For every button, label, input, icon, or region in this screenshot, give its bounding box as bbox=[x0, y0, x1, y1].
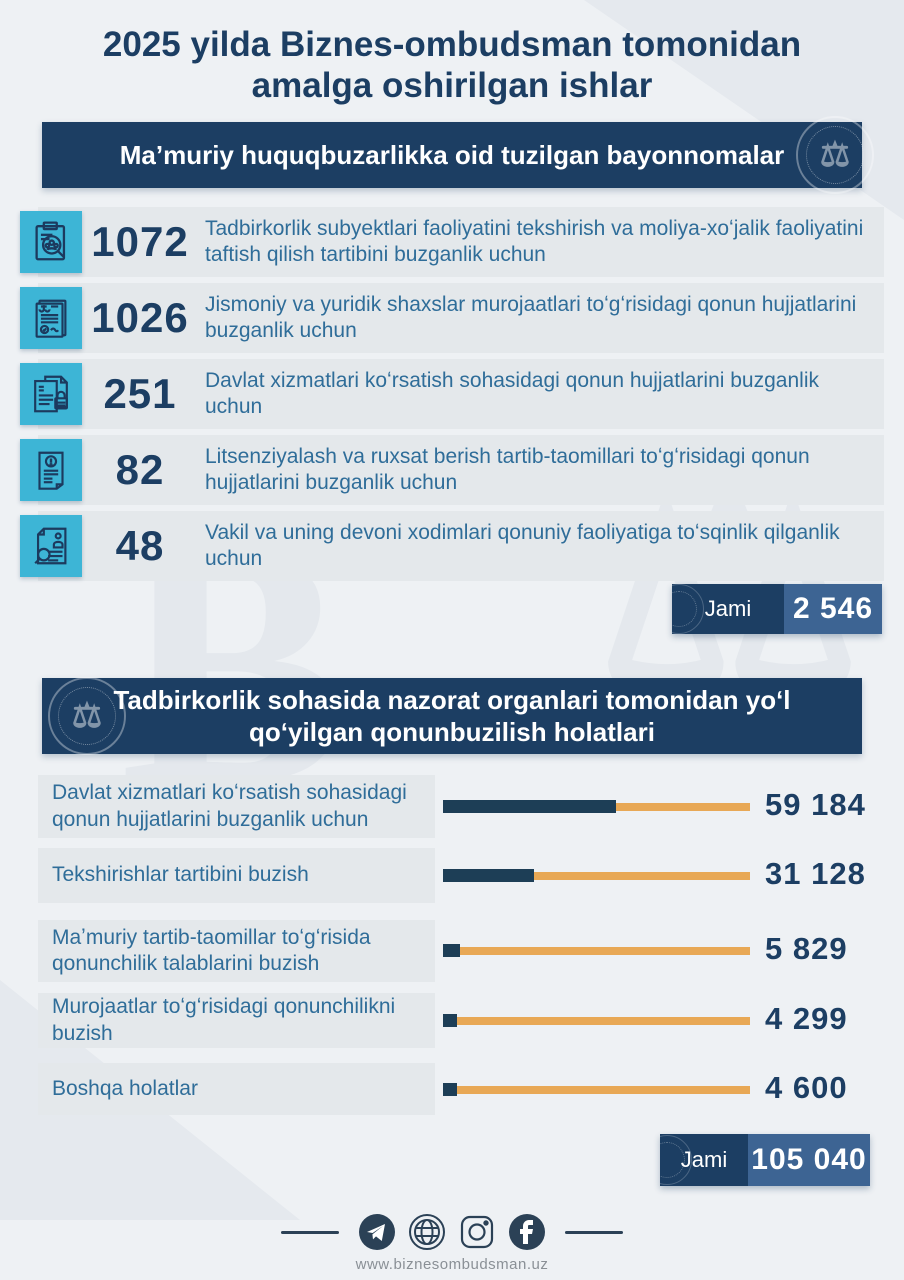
locked-documents-icon bbox=[20, 363, 82, 425]
total-label-box bbox=[660, 1134, 748, 1186]
chart-category-label: Davlat xizmatlari koʻrsatish sohasidagi qonun hujjatlarini buzganlik uchun bbox=[38, 775, 435, 838]
chart-row bbox=[0, 993, 904, 1048]
chart-value: 59 184 bbox=[765, 787, 866, 822]
stat-description: Davlat xizmatlari koʻrsatish sohasidagi qonun hujjatlarini buzganlik uchun bbox=[205, 369, 819, 418]
page-title: 2025 yilda Biznes-ombudsman tomonidan amalga oshirilgan ishlar bbox=[102, 25, 802, 106]
stat-value: 1026 bbox=[91, 294, 189, 341]
bar-remainder-segment bbox=[616, 803, 750, 811]
stat-row bbox=[0, 207, 904, 277]
chart-category-label: Murojaatlar toʻgʻrisidagi qonunchilikni buzish bbox=[38, 993, 435, 1048]
social-icons-row bbox=[273, 1212, 631, 1252]
total-label-box bbox=[672, 584, 784, 634]
stat-row bbox=[0, 283, 904, 353]
section2-banner-label: Tadbirkorlik sohasida nazorat organlari tomonidan yoʻl qoʻyilgan qonunbuzilish holatlari bbox=[113, 684, 791, 747]
bar bbox=[443, 944, 750, 957]
stat-description: Tadbirkorlik subyektlari faoliyatini tekshirish va moliya-xoʻjalik faoliyatini taftish qilish tartibini buzganlik uchun bbox=[205, 217, 864, 266]
stat-value: 82 bbox=[115, 446, 165, 493]
bar bbox=[443, 1083, 750, 1096]
stat-row bbox=[0, 511, 904, 581]
footer bbox=[0, 1212, 904, 1273]
bar bbox=[443, 800, 750, 813]
chart-value: 4 299 bbox=[765, 1001, 848, 1036]
stat-value: 251 bbox=[103, 370, 177, 417]
instagram-icon bbox=[457, 1212, 497, 1252]
stat-description: Jismoniy va yuridik shaxslar murojaatlari toʻgʻrisidagi qonun hujjatlarini buzganlik uchun bbox=[205, 293, 857, 342]
globe-icon bbox=[407, 1212, 447, 1252]
scales-document-icon bbox=[20, 287, 82, 349]
ombudsman-seal-icon: ⚖ bbox=[796, 116, 874, 194]
bar-remainder-segment bbox=[460, 947, 750, 955]
section2-banner bbox=[42, 678, 862, 754]
person-search-document-icon bbox=[20, 515, 82, 577]
section2-total-badge bbox=[660, 1134, 870, 1186]
total-value: 2 546 bbox=[784, 584, 882, 634]
chart-value: 31 128 bbox=[765, 856, 866, 891]
inspection-document-icon bbox=[20, 211, 82, 273]
chart-row bbox=[0, 775, 904, 838]
warning-document-icon bbox=[20, 439, 82, 501]
divider-dash bbox=[565, 1231, 623, 1234]
chart-value: 5 829 bbox=[765, 931, 848, 966]
bar-value-segment bbox=[443, 1014, 457, 1027]
chart-category-label: Boshqa holatlar bbox=[38, 1063, 435, 1115]
facebook-icon bbox=[507, 1212, 547, 1252]
bar bbox=[443, 869, 750, 882]
chart-value: 4 600 bbox=[765, 1070, 848, 1105]
stat-description: Vakil va uning devoni xodimlari qonuniy faoliyatiga toʻsqinlik qilganlik uchun bbox=[205, 521, 840, 570]
total-label: Jami bbox=[680, 1147, 728, 1172]
total-label: Jami bbox=[704, 596, 752, 621]
bar-remainder-segment bbox=[457, 1086, 750, 1094]
section1-banner-label: Ma’muriy huquqbuzarlikka oid tuzilgan bayonnomalar bbox=[119, 139, 785, 170]
section1-banner bbox=[42, 122, 862, 188]
website-url: www.biznesombudsman.uz bbox=[355, 1256, 549, 1273]
mini-seal-icon bbox=[672, 584, 704, 634]
bar-value-segment bbox=[443, 1083, 457, 1096]
mini-seal-icon bbox=[660, 1135, 692, 1185]
bar-remainder-segment bbox=[457, 1017, 750, 1025]
chart-row bbox=[0, 848, 904, 903]
divider-dash bbox=[281, 1231, 339, 1234]
stat-row bbox=[0, 435, 904, 505]
chart-row bbox=[0, 920, 904, 982]
stat-value: 48 bbox=[115, 522, 165, 569]
bar-value-segment bbox=[443, 944, 460, 957]
stat-description: Litsenziyalash va ruxsat berish tartib-taomillari toʻgʻrisidagi qonun hujjatlarini buzganlik uchun bbox=[205, 445, 810, 494]
bar-remainder-segment bbox=[534, 872, 750, 880]
stat-row bbox=[0, 359, 904, 429]
chart-row bbox=[0, 1063, 904, 1115]
telegram-icon bbox=[357, 1212, 397, 1252]
bar bbox=[443, 1014, 750, 1027]
total-value: 105 040 bbox=[748, 1134, 870, 1186]
chart-category-label: Tekshirishlar tartibini buzish bbox=[38, 848, 435, 903]
ombudsman-seal-icon: ⚖ bbox=[48, 677, 126, 755]
bar-value-segment bbox=[443, 800, 616, 813]
bar-value-segment bbox=[443, 869, 534, 882]
section1-total-badge bbox=[672, 584, 882, 634]
stat-value: 1072 bbox=[91, 218, 189, 265]
chart-category-label: Maʼmuriy tartib-taomillar toʻgʻrisida qonunchilik talablarini buzish bbox=[38, 920, 435, 982]
